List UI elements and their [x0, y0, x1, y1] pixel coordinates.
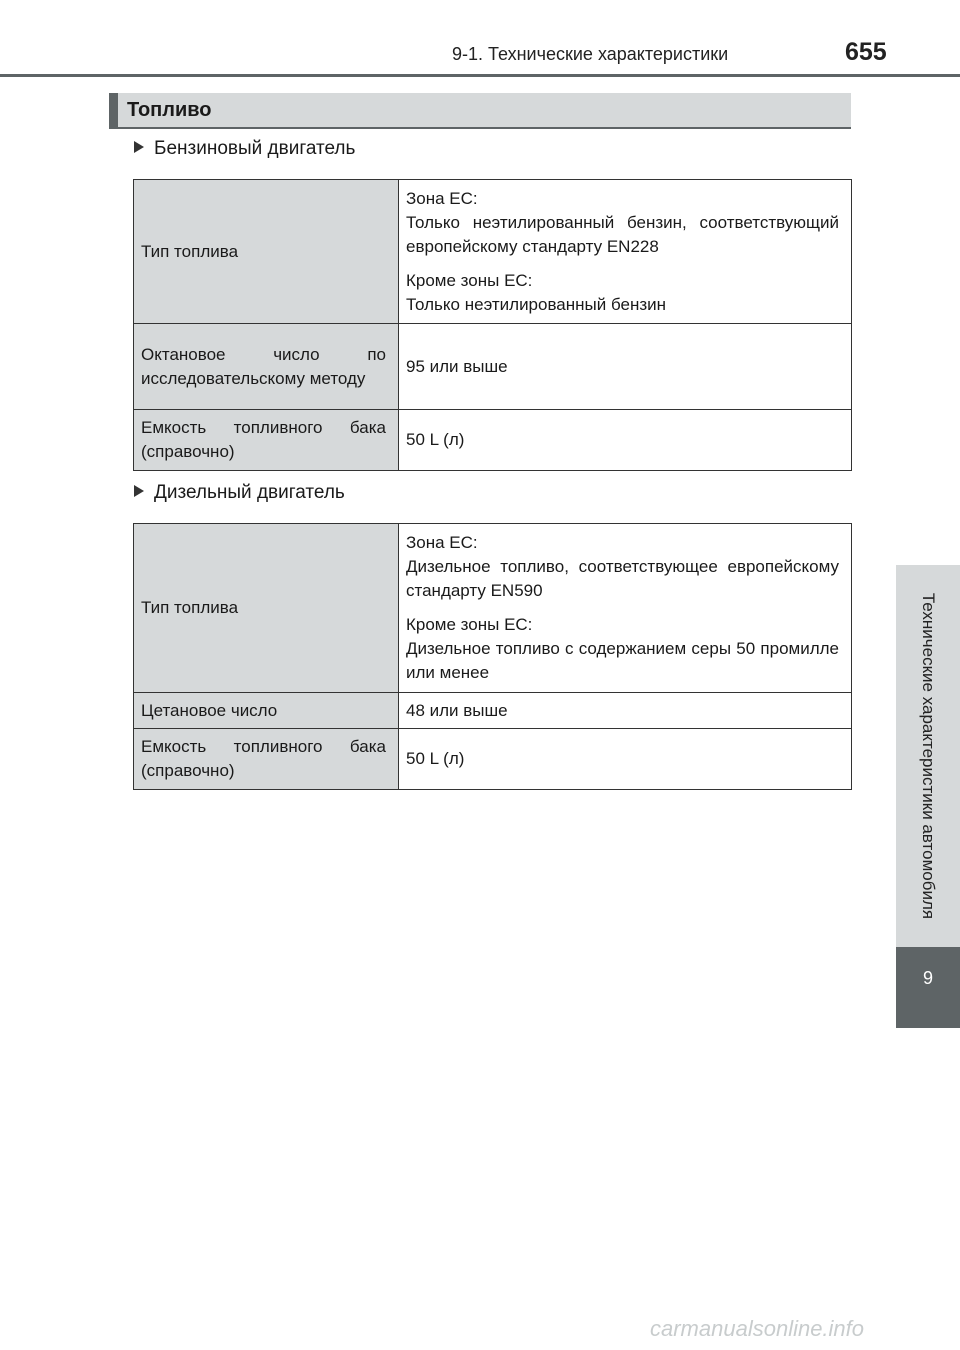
triangle-bullet-icon [134, 141, 144, 153]
watermark: carmanualsonline.info [650, 1316, 865, 1341]
spec-value-paragraph: Зона ЕС: Только неэтилированный бензин, соответствующий европейскому стандарту EN228 [406, 188, 839, 256]
section-title: Топливо [127, 99, 212, 121]
running-header-title: 9-1. Технические характеристики [452, 44, 729, 64]
spec-label: Емкость топливного бака (справочно) [134, 729, 399, 790]
spec-value [399, 524, 852, 693]
spec-label: Емкость топливного бака (справочно) [134, 410, 399, 471]
table-row [134, 524, 852, 693]
spec-label: Цетановое число [134, 693, 399, 729]
table-row [134, 729, 852, 790]
diesel-engine-heading-text: Дизельный двигатель [154, 482, 345, 503]
diesel-spec-table [133, 523, 852, 790]
header-rule [0, 74, 960, 77]
spec-value-paragraph: Кроме зоны ЕС: Дизельное топливо с содержанием серы 50 промилле или менее [406, 615, 839, 682]
spec-value-paragraph: Зона ЕС: Дизельное топливо, соответствующее европейскому стандарту EN590 [406, 533, 839, 600]
section-heading-bar [109, 93, 851, 129]
table-row [134, 180, 852, 324]
spec-label: Октановое число по исследовательскому методу [134, 324, 399, 410]
page-number: 655 [845, 38, 887, 66]
table-row [134, 324, 852, 410]
diesel-engine-heading [134, 482, 345, 504]
gasoline-spec-table [133, 179, 852, 471]
table-row [134, 693, 852, 729]
triangle-bullet-icon [134, 485, 144, 497]
gasoline-engine-heading [134, 138, 355, 160]
section-heading-accent [109, 93, 118, 127]
spec-label: Тип топлива [134, 524, 399, 693]
spec-value [399, 180, 852, 324]
gasoline-engine-heading-text: Бензиновый двигатель [154, 138, 356, 159]
spec-value: 50 L (л) [399, 729, 852, 790]
table-row [134, 410, 852, 471]
spec-value: 95 или выше [399, 324, 852, 410]
spec-value: 50 L (л) [399, 410, 852, 471]
spec-label: Тип топлива [134, 180, 399, 324]
spec-value-paragraph: Кроме зоны ЕС: Только неэтилированный бензин [406, 270, 667, 314]
chapter-side-tab-text: Технические характеристики автомобиля [919, 592, 938, 920]
chapter-number: 9 [922, 968, 933, 988]
spec-value: 48 или выше [399, 693, 852, 729]
